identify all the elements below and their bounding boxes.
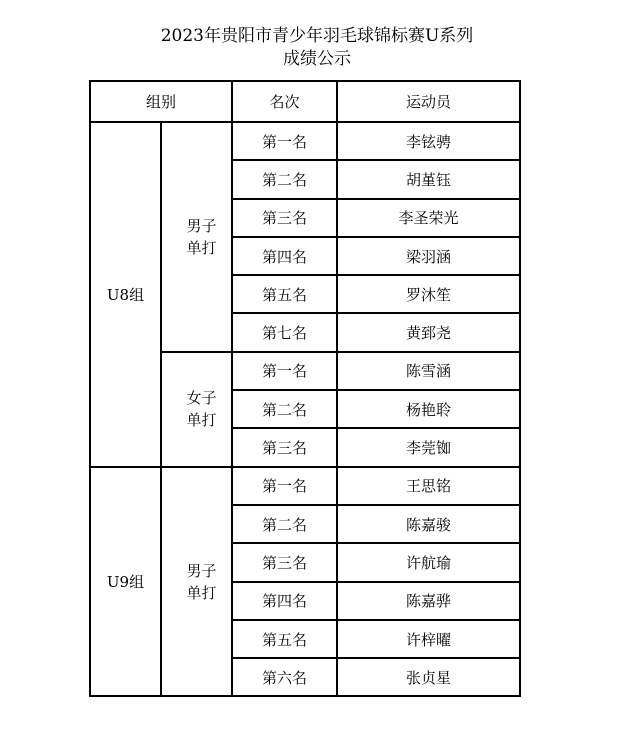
event-label-line2: 单打	[186, 411, 217, 430]
header-row	[90, 81, 520, 122]
athlete-cell: 胡堇钰	[337, 160, 520, 198]
event-label	[176, 215, 216, 259]
athlete-cell: 黄郅尧	[337, 313, 520, 351]
rank-cell: 第二名	[232, 160, 337, 198]
rank-cell: 第四名	[232, 237, 337, 275]
athlete-cell: 陈雪涵	[337, 352, 520, 390]
results-table	[89, 80, 521, 697]
event-label	[176, 387, 216, 431]
event-label-line1: 男子	[186, 216, 217, 235]
rank-cell: 第一名	[232, 467, 337, 505]
rank-cell: 第二名	[232, 505, 337, 543]
athlete-cell: 陈嘉骏	[337, 505, 520, 543]
event-cell	[161, 352, 232, 467]
rank-cell: 第一名	[232, 352, 337, 390]
page-title: 2023年贵阳市青少年羽毛球锦标赛U系列	[160, 26, 474, 46]
event-label-line2: 单打	[186, 238, 217, 257]
rank-cell: 第七名	[232, 313, 337, 351]
header-group: 组别	[90, 81, 232, 122]
group-cell: U9组	[90, 467, 161, 697]
event-cell	[161, 122, 232, 352]
rank-cell: 第五名	[232, 620, 337, 658]
rank-cell: 第四名	[232, 582, 337, 620]
athlete-cell: 张贞星	[337, 658, 520, 696]
event-label-line1: 女子	[186, 389, 217, 408]
athlete-cell: 梁羽涵	[337, 237, 520, 275]
event-label-line2: 单打	[186, 583, 217, 602]
athlete-cell: 杨艳聆	[337, 390, 520, 428]
rank-cell: 第二名	[232, 390, 337, 428]
event-label-line1: 男子	[186, 561, 217, 580]
header-rank: 名次	[232, 81, 337, 122]
header-athlete: 运动员	[337, 81, 520, 122]
rank-cell: 第一名	[232, 122, 337, 160]
rank-cell: 第五名	[232, 275, 337, 313]
event-label	[176, 560, 216, 604]
athlete-cell: 罗沐笙	[337, 275, 520, 313]
athlete-cell: 陈嘉骅	[337, 582, 520, 620]
athlete-cell: 李莞铷	[337, 428, 520, 466]
page-subtitle: 成绩公示	[283, 49, 351, 69]
athlete-cell: 王思铭	[337, 467, 520, 505]
athlete-cell: 李圣荣光	[337, 199, 520, 237]
event-cell	[161, 467, 232, 697]
table-row	[90, 467, 520, 505]
athlete-cell: 许航瑜	[337, 543, 520, 581]
rank-cell: 第三名	[232, 543, 337, 581]
group-cell: U8组	[90, 122, 161, 467]
athlete-cell: 许梓曜	[337, 620, 520, 658]
rank-cell: 第三名	[232, 428, 337, 466]
table-row	[90, 122, 520, 160]
athlete-cell: 李铉骋	[337, 122, 520, 160]
rank-cell: 第三名	[232, 199, 337, 237]
rank-cell: 第六名	[232, 658, 337, 696]
